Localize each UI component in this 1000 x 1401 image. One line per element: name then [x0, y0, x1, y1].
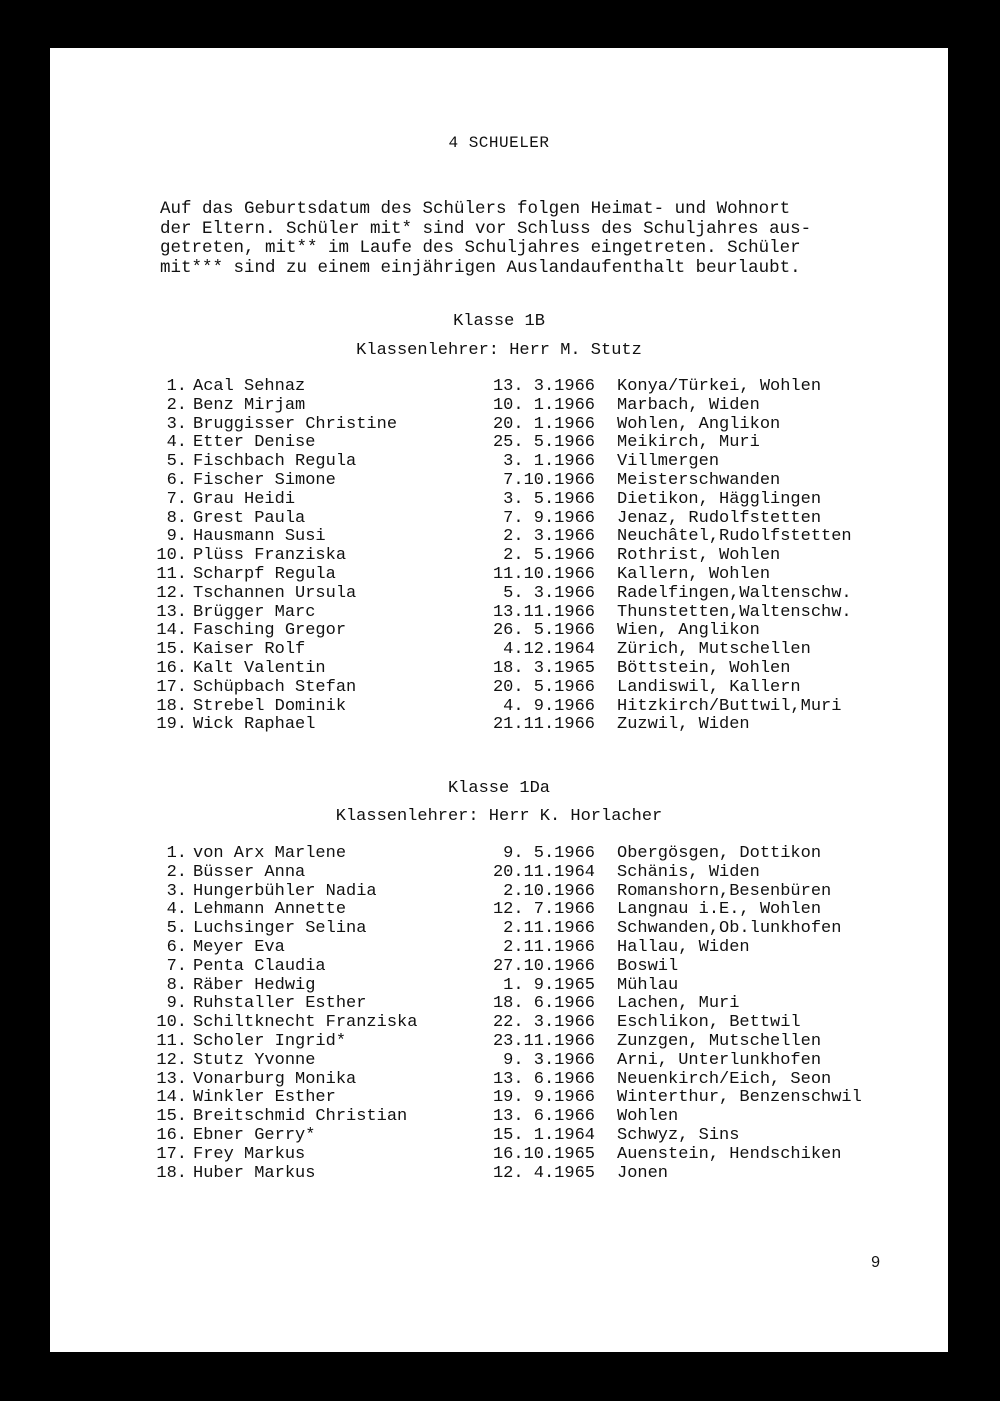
student-number: 7. — [166, 489, 187, 509]
student-name: Scholer Ingrid* — [193, 1031, 347, 1051]
home-place: Schwyz, Sins — [617, 1125, 740, 1145]
birth-date: 4.12.1964 — [503, 640, 595, 660]
student-name: Vonarburg Monika — [193, 1069, 357, 1089]
student-number: 14. — [156, 1088, 187, 1108]
student-name: Grest Paula — [193, 508, 306, 528]
student-number: 3. — [166, 414, 187, 434]
table-row — [150, 378, 897, 397]
table-row — [150, 958, 897, 977]
birth-date: 26. 5.1966 — [492, 621, 595, 641]
student-number: 15. — [156, 640, 187, 660]
intro-line: getreten, mit** im Laufe des Schuljahres eingetreten. Schüler — [160, 238, 801, 258]
table-row — [150, 416, 897, 435]
student-name: Tschannen Ursula — [193, 583, 357, 603]
home-place: Obergösgen, Dottikon — [617, 844, 822, 863]
student-name: Fischbach Regula — [193, 452, 357, 472]
birth-date: 21.11.1966 — [492, 715, 595, 735]
student-number: 2. — [166, 395, 187, 415]
table-row — [150, 679, 897, 698]
birth-date: 12. 4.1965 — [492, 1163, 595, 1183]
table-row — [150, 901, 897, 920]
home-place: Auenstein, Hendschiken — [617, 1144, 842, 1164]
birth-date: 4. 9.1966 — [503, 696, 595, 716]
class-teacher: Klassenlehrer: Herr M. Stutz — [356, 341, 642, 360]
home-place: Meikirch, Muri — [617, 433, 760, 453]
birth-date: 10. 1.1966 — [492, 395, 595, 415]
birth-date: 2.11.1966 — [503, 937, 595, 957]
table-row — [150, 1014, 897, 1033]
student-name: Strebel Dominik — [193, 696, 347, 716]
home-place: Marbach, Widen — [617, 395, 760, 415]
student-name: Kalt Valentin — [193, 658, 326, 678]
student-name: Frey Markus — [193, 1144, 306, 1164]
home-place: Konya/Türkei, Wohlen — [617, 377, 822, 396]
student-name: Hungerbühler Nadia — [193, 881, 377, 901]
home-place: Hitzkirch/Buttwil,Muri — [617, 696, 842, 716]
table-row — [150, 845, 897, 864]
student-number: 13. — [156, 1069, 187, 1089]
birth-date: 5. 3.1966 — [503, 583, 595, 603]
table-row — [150, 472, 897, 491]
student-name: Ruhstaller Esther — [193, 994, 367, 1014]
table-row — [150, 1165, 897, 1184]
home-place: Zürich, Mutschellen — [617, 640, 811, 660]
table-row — [150, 716, 897, 735]
student-number: 4. — [166, 433, 187, 453]
home-place: Landiswil, Kallern — [617, 677, 801, 697]
table-row — [150, 1108, 897, 1127]
section-heading: 4 SCHUELER — [448, 134, 550, 152]
student-name: Lehmann Annette — [193, 900, 347, 920]
home-place: Wohlen — [617, 1107, 679, 1127]
student-number: 4. — [166, 900, 187, 920]
home-place: Jonen — [617, 1163, 669, 1183]
birth-date: 13.11.1966 — [492, 602, 595, 622]
student-name: Kaiser Rolf — [193, 640, 306, 660]
student-name: Schiltknecht Franziska — [193, 1013, 418, 1033]
home-place: Mühlau — [617, 975, 679, 995]
student-number: 19. — [156, 715, 187, 735]
student-name: Hausmann Susi — [193, 527, 326, 547]
student-number: 1. — [166, 844, 187, 863]
student-name: Meyer Eva — [193, 937, 285, 957]
student-number: 17. — [156, 1144, 187, 1164]
table-row — [150, 977, 897, 996]
intro-line: mit*** sind zu einem einjährigen Auslandaufenthalt beurlaubt. — [160, 257, 801, 278]
document-page — [50, 48, 948, 1352]
student-number: 5. — [166, 452, 187, 472]
page-number: 9 — [871, 1254, 880, 1271]
student-name: Fischer Simone — [193, 470, 336, 490]
student-number: 16. — [156, 1125, 187, 1145]
table-row — [150, 397, 897, 416]
student-name: Winkler Esther — [193, 1088, 336, 1108]
student-number: 15. — [156, 1107, 187, 1127]
birth-date: 2.11.1966 — [503, 919, 595, 939]
table-row — [150, 1033, 897, 1052]
table-row — [150, 1089, 897, 1108]
intro-paragraph — [160, 200, 860, 278]
home-place: Schänis, Widen — [617, 862, 760, 882]
home-place: Romanshorn,Besenbüren — [617, 881, 832, 901]
student-name: Huber Markus — [193, 1163, 316, 1183]
student-number: 2. — [166, 862, 187, 882]
student-number: 8. — [166, 975, 187, 995]
class-title: Klasse 1Da — [447, 779, 551, 798]
student-number: 18. — [156, 696, 187, 716]
birth-date: 18. 3.1965 — [492, 658, 595, 678]
student-number: 16. — [156, 658, 187, 678]
student-name: Penta Claudia — [193, 956, 326, 976]
student-name: Acal Sehnaz — [193, 377, 306, 396]
home-place: Meisterschwanden — [617, 470, 781, 490]
student-number: 13. — [156, 602, 187, 622]
birth-date: 20. 1.1966 — [492, 414, 595, 434]
home-place: Hallau, Widen — [617, 937, 750, 957]
student-number: 6. — [166, 937, 187, 957]
student-number: 8. — [166, 508, 187, 528]
home-place: Rothrist, Wohlen — [617, 546, 781, 566]
student-number: 11. — [156, 564, 187, 584]
student-roster-1da — [150, 845, 897, 1183]
birth-date: 13. 3.1966 — [492, 377, 595, 396]
home-place: Eschlikon, Bettwil — [617, 1013, 801, 1033]
birth-date: 9. 5.1966 — [503, 844, 595, 863]
student-name: Luchsinger Selina — [193, 919, 367, 939]
birth-date: 2. 5.1966 — [503, 546, 595, 566]
birth-date: 3. 5.1966 — [503, 489, 595, 509]
student-name: Schüpbach Stefan — [193, 677, 357, 697]
birth-date: 19. 9.1966 — [492, 1088, 595, 1108]
student-number: 18. — [156, 1163, 187, 1183]
birth-date: 22. 3.1966 — [492, 1013, 595, 1033]
student-name: Ebner Gerry* — [193, 1125, 316, 1145]
table-row — [150, 660, 897, 679]
student-name: Brügger Marc — [193, 602, 316, 622]
birth-date: 13. 6.1966 — [492, 1107, 595, 1127]
home-place: Villmergen — [617, 452, 720, 472]
student-number: 6. — [166, 470, 187, 490]
table-row — [150, 1146, 897, 1165]
birth-date: 2.10.1966 — [503, 881, 595, 901]
birth-date: 2. 3.1966 — [503, 527, 595, 547]
student-roster-1b — [150, 378, 897, 735]
student-name: Büsser Anna — [193, 862, 306, 882]
student-number: 12. — [156, 1050, 187, 1070]
student-number: 12. — [156, 583, 187, 603]
home-place: Winterthur, Benzenschwil — [617, 1088, 862, 1108]
birth-date: 7.10.1966 — [503, 470, 595, 490]
table-row — [150, 995, 897, 1014]
birth-date: 15. 1.1964 — [492, 1125, 595, 1145]
table-row — [150, 1127, 897, 1146]
home-place: Lachen, Muri — [617, 994, 740, 1014]
student-number: 3. — [166, 881, 187, 901]
table-row — [150, 1071, 897, 1090]
birth-date: 20.11.1964 — [492, 862, 595, 882]
intro-line: Auf das Geburtsdatum des Schülers folgen Heimat- und Wohnort — [160, 199, 791, 219]
home-place: Thunstetten,Waltenschw. — [617, 602, 852, 622]
class-title: Klasse 1B — [453, 312, 545, 331]
student-number: 10. — [156, 1013, 187, 1033]
student-name: Breitschmid Christian — [193, 1107, 408, 1127]
home-place: Dietikon, Hägglingen — [617, 489, 822, 509]
home-place: Neuenkirch/Eich, Seon — [617, 1069, 832, 1089]
table-row — [150, 698, 897, 717]
table-row — [150, 585, 897, 604]
table-row — [150, 453, 897, 472]
birth-date: 27.10.1966 — [492, 956, 595, 976]
table-row — [150, 1052, 897, 1071]
table-row — [150, 622, 897, 641]
table-row — [150, 939, 897, 958]
table-row — [150, 566, 897, 585]
home-place: Langnau i.E., Wohlen — [617, 900, 822, 920]
home-place: Wien, Anglikon — [617, 621, 760, 641]
home-place: Jenaz, Rudolfstetten — [617, 508, 822, 528]
table-row — [150, 528, 897, 547]
birth-date: 12. 7.1966 — [492, 900, 595, 920]
intro-line: der Eltern. Schüler mit* sind vor Schluss des Schuljahres aus- — [160, 218, 812, 239]
birth-date: 25. 5.1966 — [492, 433, 595, 453]
student-name: von Arx Marlene — [193, 844, 347, 863]
student-name: Stutz Yvonne — [193, 1050, 316, 1070]
birth-date: 18. 6.1966 — [492, 994, 595, 1014]
home-place: Schwanden,Ob.lunkhofen — [617, 919, 842, 939]
birth-date: 20. 5.1966 — [492, 677, 595, 697]
table-row — [150, 641, 897, 660]
student-name: Fasching Gregor — [193, 621, 347, 641]
student-number: 17. — [156, 677, 187, 697]
student-number: 7. — [166, 956, 187, 976]
student-name: Wick Raphael — [193, 715, 316, 735]
student-name: Bruggisser Christine — [193, 414, 398, 434]
birth-date: 16.10.1965 — [492, 1144, 595, 1164]
student-name: Scharpf Regula — [193, 564, 336, 584]
student-number: 5. — [166, 919, 187, 939]
table-row — [150, 510, 897, 529]
table-row — [150, 864, 897, 883]
student-name: Benz Mirjam — [193, 395, 306, 415]
student-name: Etter Denise — [193, 433, 316, 453]
student-number: 11. — [156, 1031, 187, 1051]
table-row — [150, 604, 897, 623]
birth-date: 9. 3.1966 — [503, 1050, 595, 1070]
home-place: Arni, Unterlunkhofen — [617, 1050, 822, 1070]
home-place: Radelfingen,Waltenschw. — [617, 583, 852, 603]
table-row — [150, 883, 897, 902]
student-number: 9. — [166, 994, 187, 1014]
home-place: Kallern, Wohlen — [617, 564, 771, 584]
table-row — [150, 547, 897, 566]
class-teacher: Klassenlehrer: Herr K. Horlacher — [335, 807, 663, 826]
student-number: 9. — [166, 527, 187, 547]
student-number: 10. — [156, 546, 187, 566]
home-place: Neuchâtel,Rudolfstetten — [617, 527, 852, 547]
home-place: Wohlen, Anglikon — [617, 414, 781, 434]
home-place: Zuzwil, Widen — [617, 715, 750, 735]
student-name: Grau Heidi — [193, 489, 296, 509]
table-row — [150, 434, 897, 453]
student-number: 14. — [156, 621, 187, 641]
birth-date: 7. 9.1966 — [503, 508, 595, 528]
table-row — [150, 491, 897, 510]
home-place: Böttstein, Wohlen — [617, 658, 791, 678]
birth-date: 23.11.1966 — [492, 1031, 595, 1051]
home-place: Zunzgen, Mutschellen — [617, 1031, 822, 1051]
student-name: Plüss Franziska — [193, 546, 347, 566]
birth-date: 13. 6.1966 — [492, 1069, 595, 1089]
student-name: Räber Hedwig — [193, 975, 316, 995]
student-number: 1. — [166, 377, 187, 396]
home-place: Boswil — [617, 956, 679, 976]
birth-date: 3. 1.1966 — [503, 452, 595, 472]
birth-date: 1. 9.1965 — [503, 975, 595, 995]
table-row — [150, 920, 897, 939]
birth-date: 11.10.1966 — [492, 564, 595, 584]
